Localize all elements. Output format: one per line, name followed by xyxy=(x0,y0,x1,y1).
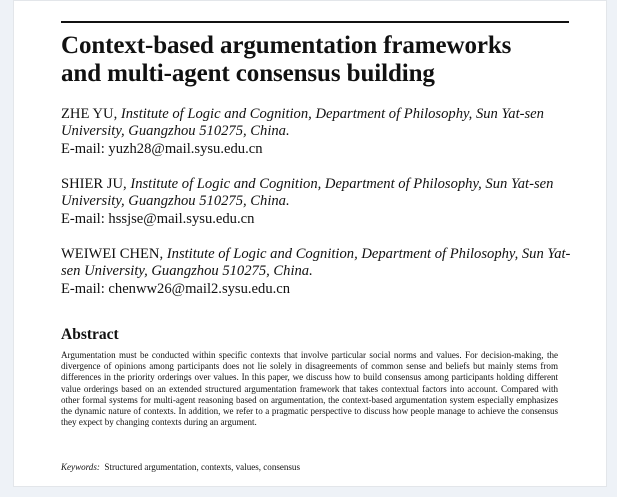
author-name: ZHE YU xyxy=(61,106,114,122)
author-affiliation: Institute of Logic and Cognition, Department of Philosophy, Sun Yat-sen University, Guangzhou 510275, China. xyxy=(61,106,544,140)
title-line-1: Context-based argumentation frameworks xyxy=(61,32,512,59)
author-email: E-mail: hssjse@mail.sysu.edu.cn xyxy=(61,210,255,227)
paper-page xyxy=(13,0,607,487)
abstract-text: Argumentation must be conducted within specific contexts that involve particular social norms and values. For decision-making, the divergence of opinions among participants does not lie solely in disagreements of common sense and beliefs but mainly stems from differences in the priority orderings over values. In this paper, we discuss how to build consensus among participants holding different value orderings based on an extended structured argumentation framework that takes contextual factors into account. Compared with other formal systems for multi-agent reasoning based on argumentation, the context-based argumentation system especially emphasizes the dynamic nature of contexts. In addition, we refer to a pragmatic perspective to discuss how people manage to achieve the consensus they expect by changing contexts during an argument. xyxy=(61,350,558,428)
author-email: E-mail: yuzh28@mail.sysu.edu.cn xyxy=(61,140,263,157)
author-block-3: WEIWEI CHEN, Institute of Logic and Cognition, Department of Philosophy, Sun Yat-sen University, Guangzhou 510275, China. E-mail: chenww26@mail2.sysu.edu.cn xyxy=(61,246,571,297)
keywords-text: Structured argumentation, contexts, values, consensus xyxy=(104,462,300,472)
top-rule xyxy=(61,21,569,23)
author-block-1: ZHE YU, Institute of Logic and Cognition, Department of Philosophy, Sun Yat-sen University, Guangzhou 510275, China. E-mail: yuzh28@mail.sysu.edu.cn xyxy=(61,106,571,158)
keywords-line xyxy=(61,462,561,473)
title-line-2: and multi-agent consensus building xyxy=(61,60,435,87)
author-affiliation: Institute of Logic and Cognition, Department of Philosophy, Sun Yat-sen University, Guangzhou 510275, China. xyxy=(61,176,554,210)
author-name: WEIWEI CHEN xyxy=(61,246,160,262)
author-block-2: SHIER JU, Institute of Logic and Cognition, Department of Philosophy, Sun Yat-sen University, Guangzhou 510275, China. E-mail: hssjse@mail.sysu.edu.cn xyxy=(61,176,571,228)
author-name: SHIER JU xyxy=(61,176,124,192)
author-email: E-mail: chenww26@mail2.sysu.edu.cn xyxy=(61,280,291,297)
paper-title xyxy=(61,32,581,88)
abstract-heading: Abstract xyxy=(61,326,119,343)
author-affiliation: Institute of Logic and Cognition, Department of Philosophy, Sun Yat-sen University, Guangzhou 510275, China. xyxy=(61,246,571,280)
keywords-label: Keywords: xyxy=(61,462,100,472)
